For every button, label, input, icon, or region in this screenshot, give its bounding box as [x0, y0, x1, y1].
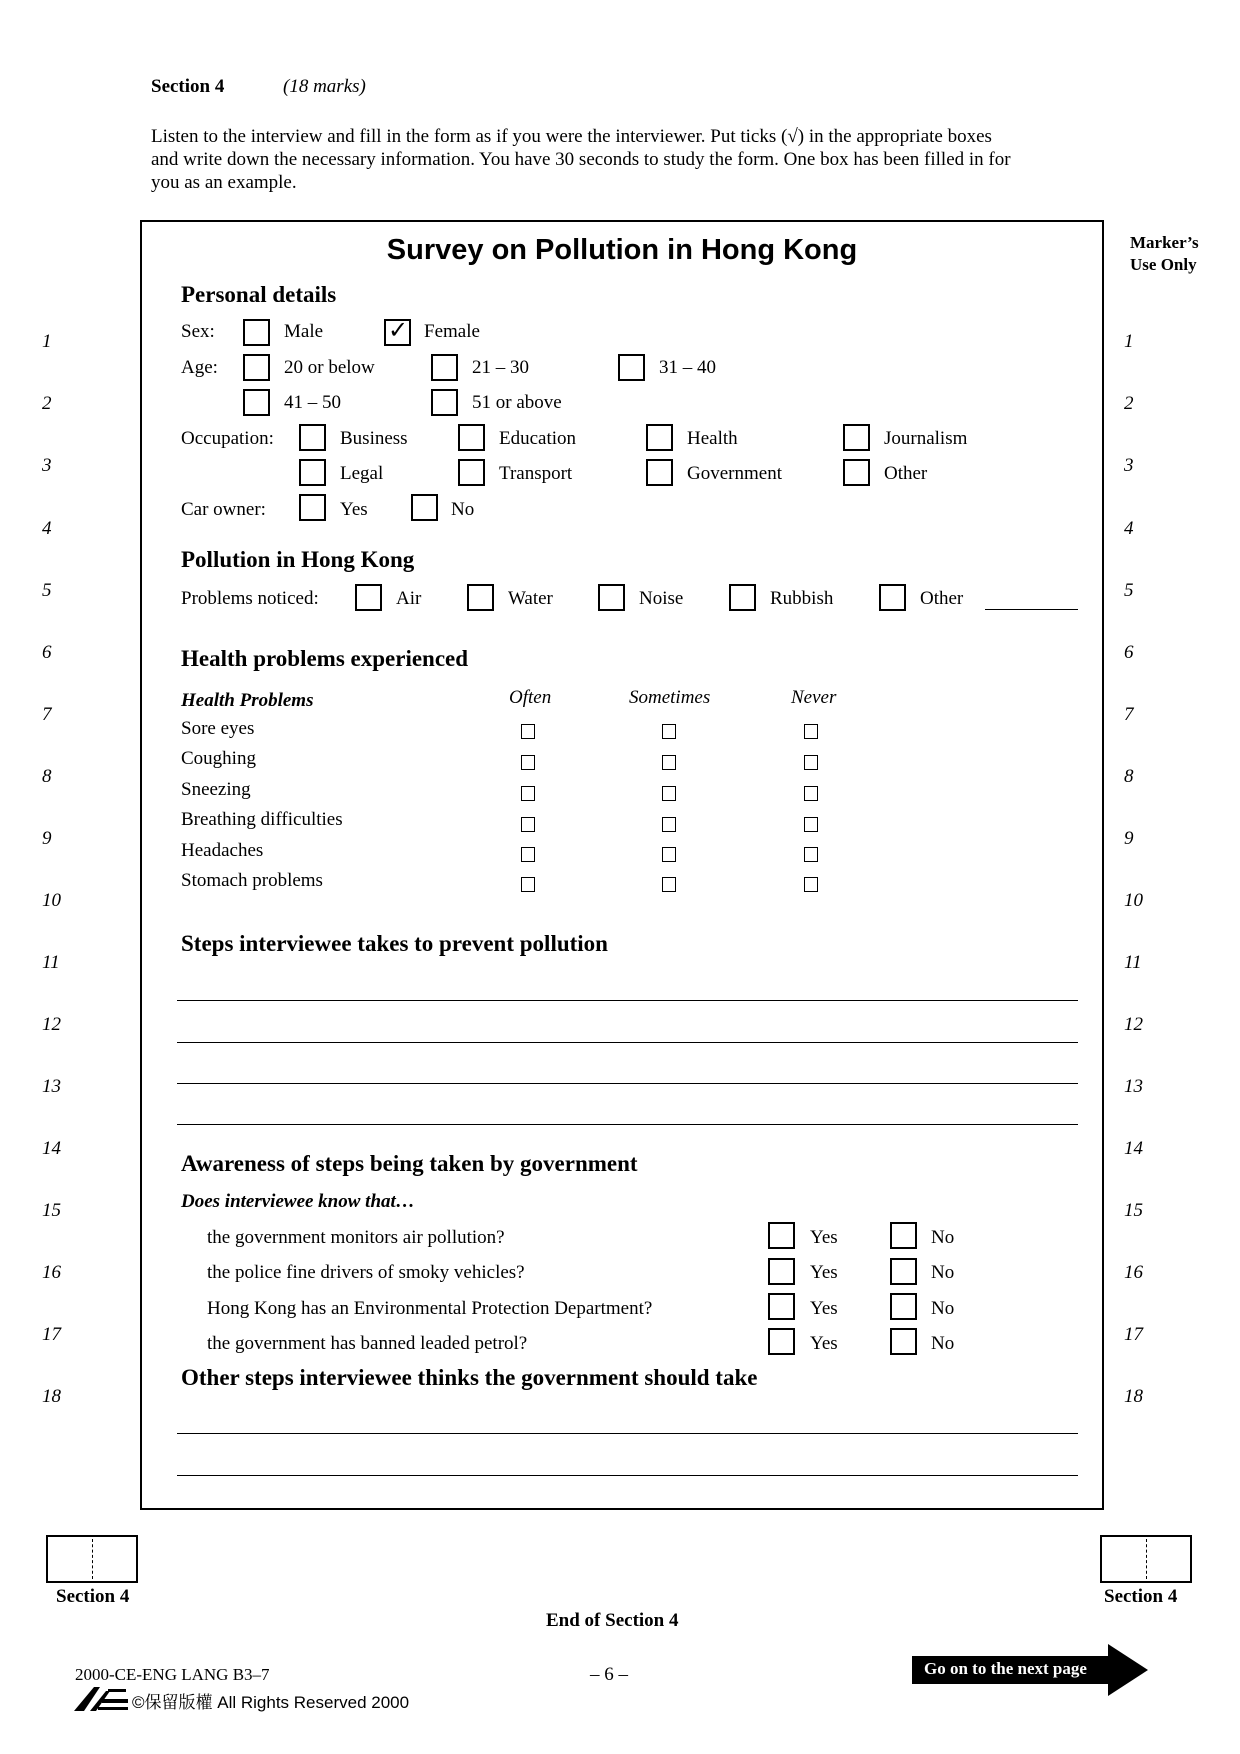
problem-rubbish-checkbox[interactable]: [729, 584, 756, 611]
sneezing-often-checkbox[interactable]: [521, 786, 535, 801]
steps-answer-line[interactable]: [177, 1124, 1078, 1125]
occupation-legal-label: Legal: [340, 463, 384, 484]
yes-label: Yes: [810, 1333, 838, 1354]
margin-number: 8: [42, 766, 52, 787]
left-section-box-label: Section 4: [56, 1586, 130, 1607]
car-owner-yes-label: Yes: [340, 499, 368, 520]
exam-code: 2000-CE-ENG LANG B3–7: [75, 1665, 270, 1684]
margin-number: 11: [1124, 952, 1142, 973]
often-column-header: Often: [509, 687, 552, 708]
occupation-other-checkbox[interactable]: [843, 459, 870, 486]
margin-number: 16: [1124, 1262, 1143, 1283]
question-2-no-checkbox[interactable]: [890, 1258, 917, 1285]
sex-male-checkbox[interactable]: [243, 319, 270, 346]
margin-number: 2: [42, 393, 52, 414]
problem-other-line[interactable]: [985, 609, 1078, 610]
other-steps-answer-line[interactable]: [177, 1475, 1078, 1476]
occupation-journalism-label: Journalism: [884, 428, 968, 449]
yes-label: Yes: [810, 1262, 838, 1283]
headaches-sometimes-checkbox[interactable]: [662, 847, 676, 862]
coughing-often-checkbox[interactable]: [521, 755, 535, 770]
other-steps-heading: Other steps interviewee thinks the government should take: [181, 1365, 758, 1390]
steps-answer-line[interactable]: [177, 1083, 1078, 1084]
margin-number: 15: [1124, 1200, 1143, 1221]
age-41-50-label: 41 – 50: [284, 392, 341, 413]
occupation-health-label: Health: [687, 428, 738, 449]
occupation-transport-label: Transport: [499, 463, 573, 484]
instructions-line-3: you as an example.: [151, 172, 297, 193]
end-of-section: End of Section 4: [546, 1610, 679, 1631]
tick-icon: ✓: [388, 316, 409, 344]
health-problem-label: Stomach problems: [181, 870, 323, 891]
margin-number: 10: [1124, 890, 1143, 911]
problem-air-label: Air: [396, 588, 422, 609]
breathing-sometimes-checkbox[interactable]: [662, 817, 676, 832]
age-label: Age:: [181, 357, 218, 378]
question-3-no-checkbox[interactable]: [890, 1293, 917, 1320]
right-section-box-label: Section 4: [1104, 1586, 1178, 1607]
stomach-sometimes-checkbox[interactable]: [662, 877, 676, 892]
hkea-logo-icon: [72, 1683, 130, 1713]
awareness-question: Hong Kong has an Environmental Protection Department?: [207, 1298, 653, 1319]
score-box-divider: [92, 1539, 93, 1579]
margin-number: 15: [42, 1200, 61, 1221]
pollution-heading: Pollution in Hong Kong: [181, 547, 415, 572]
age-31-40-label: 31 – 40: [659, 357, 716, 378]
margin-number: 18: [1124, 1386, 1143, 1407]
problem-water-checkbox[interactable]: [467, 584, 494, 611]
problem-other-label: Other: [920, 588, 964, 609]
awareness-question: the government monitors air pollution?: [207, 1227, 505, 1248]
occupation-business-checkbox[interactable]: [299, 424, 326, 451]
health-problems-column-header: Health Problems: [181, 690, 314, 711]
margin-number: 14: [42, 1138, 61, 1159]
sneezing-sometimes-checkbox[interactable]: [662, 786, 676, 801]
health-problem-label: Breathing difficulties: [181, 809, 343, 830]
problem-water-label: Water: [508, 588, 553, 609]
coughing-sometimes-checkbox[interactable]: [662, 755, 676, 770]
next-page-button[interactable]: [912, 1644, 1150, 1696]
occupation-education-checkbox[interactable]: [458, 424, 485, 451]
margin-number: 7: [42, 704, 52, 725]
occupation-label: Occupation:: [181, 428, 274, 449]
age-20-or-below-label: 20 or below: [284, 357, 375, 378]
left-section-score-box[interactable]: [46, 1535, 138, 1583]
margin-number: 10: [42, 890, 61, 911]
question-1-no-checkbox[interactable]: [890, 1222, 917, 1249]
question-4-no-checkbox[interactable]: [890, 1328, 917, 1355]
coughing-never-checkbox[interactable]: [804, 755, 818, 770]
sore-eyes-never-checkbox[interactable]: [804, 724, 818, 739]
health-problem-label: Sore eyes: [181, 718, 255, 739]
age-31-40-checkbox[interactable]: [618, 354, 645, 381]
question-2-yes-checkbox[interactable]: [768, 1258, 795, 1285]
section-label: Section 4: [151, 76, 225, 97]
margin-number: 16: [42, 1262, 61, 1283]
health-problem-label: Sneezing: [181, 779, 251, 800]
margin-number: 8: [1124, 766, 1134, 787]
occupation-business-label: Business: [340, 428, 408, 449]
yes-label: Yes: [810, 1298, 838, 1319]
health-problem-label: Coughing: [181, 748, 256, 769]
car-owner-yes-checkbox[interactable]: [299, 494, 326, 521]
margin-number: 17: [42, 1324, 61, 1345]
margin-number: 4: [1124, 518, 1134, 539]
age-21-30-label: 21 – 30: [472, 357, 529, 378]
occupation-transport-checkbox[interactable]: [458, 459, 485, 486]
personal-details-heading: Personal details: [181, 282, 337, 307]
section-marks: (18 marks): [283, 76, 366, 97]
margin-number: 1: [1124, 331, 1134, 352]
markers-use-label-2: Use Only: [1130, 255, 1197, 274]
other-steps-answer-line[interactable]: [177, 1433, 1078, 1434]
margin-number: 12: [42, 1014, 61, 1035]
margin-number: 12: [1124, 1014, 1143, 1035]
sex-label: Sex:: [181, 321, 215, 342]
problem-rubbish-label: Rubbish: [770, 588, 834, 609]
problems-noticed-label: Problems noticed:: [181, 588, 319, 609]
steps-answer-line[interactable]: [177, 1000, 1078, 1001]
margin-number: 5: [42, 580, 52, 601]
sometimes-column-header: Sometimes: [629, 687, 711, 708]
never-column-header: Never: [791, 687, 837, 708]
question-4-yes-checkbox[interactable]: [768, 1328, 795, 1355]
occupation-other-label: Other: [884, 463, 928, 484]
arrow-head-icon: [1108, 1644, 1148, 1696]
margin-number: 13: [42, 1076, 61, 1097]
occupation-government-label: Government: [687, 463, 782, 484]
awareness-subheading: Does interviewee know that…: [181, 1191, 415, 1212]
instructions-line-1: Listen to the interview and fill in the form as if you were the interviewer. Put ticks (√) in the appropriate boxes: [151, 126, 992, 147]
page-number: – 6 –: [590, 1664, 628, 1685]
health-heading: Health problems experienced: [181, 646, 469, 671]
car-owner-no-checkbox[interactable]: [411, 494, 438, 521]
no-label: No: [931, 1262, 955, 1283]
sore-eyes-often-checkbox[interactable]: [521, 724, 535, 739]
margin-number: 11: [42, 952, 60, 973]
margin-number: 4: [42, 518, 52, 539]
age-51-or-above-label: 51 or above: [472, 392, 562, 413]
age-21-30-checkbox[interactable]: [431, 354, 458, 381]
margin-number: 6: [1124, 642, 1134, 663]
margin-number: 1: [42, 331, 52, 352]
no-label: No: [931, 1227, 955, 1248]
margin-number: 6: [42, 642, 52, 663]
question-3-yes-checkbox[interactable]: [768, 1293, 795, 1320]
problem-noise-checkbox[interactable]: [598, 584, 625, 611]
form-title: Survey on Pollution in Hong Kong: [386, 234, 858, 266]
stomach-never-checkbox[interactable]: [804, 877, 818, 892]
awareness-heading: Awareness of steps being taken by government: [181, 1151, 638, 1176]
age-41-50-checkbox[interactable]: [243, 389, 270, 416]
margin-number: 5: [1124, 580, 1134, 601]
margin-number: 3: [1124, 455, 1134, 476]
margin-number: 9: [1124, 828, 1134, 849]
occupation-health-checkbox[interactable]: [646, 424, 673, 451]
problem-air-checkbox[interactable]: [355, 584, 382, 611]
sore-eyes-sometimes-checkbox[interactable]: [662, 724, 676, 739]
no-label: No: [931, 1333, 955, 1354]
headaches-never-checkbox[interactable]: [804, 847, 818, 862]
car-owner-no-label: No: [451, 499, 475, 520]
sex-male-label: Male: [284, 321, 324, 342]
margin-number: 3: [42, 455, 52, 476]
occupation-legal-checkbox[interactable]: [299, 459, 326, 486]
margin-number: 2: [1124, 393, 1134, 414]
occupation-government-checkbox[interactable]: [646, 459, 673, 486]
no-label: No: [931, 1298, 955, 1319]
sneezing-never-checkbox[interactable]: [804, 786, 818, 801]
next-page-label: Go on to the next page: [924, 1659, 1087, 1678]
margin-number: 18: [42, 1386, 61, 1407]
sex-female-checkbox[interactable]: [384, 316, 411, 346]
age-20-or-below-checkbox[interactable]: [243, 354, 270, 381]
sex-female-label: Female: [424, 321, 480, 342]
score-box-divider: [1146, 1539, 1147, 1579]
steps-answer-line[interactable]: [177, 1042, 1078, 1043]
hkea-logo: [72, 1683, 130, 1713]
margin-number: 17: [1124, 1324, 1143, 1345]
awareness-question: the government has banned leaded petrol?: [207, 1333, 528, 1354]
yes-label: Yes: [810, 1227, 838, 1248]
health-problem-label: Headaches: [181, 840, 264, 861]
stomach-often-checkbox[interactable]: [521, 877, 535, 892]
problem-noise-label: Noise: [639, 588, 684, 609]
headaches-often-checkbox[interactable]: [521, 847, 535, 862]
age-51-or-above-checkbox[interactable]: [431, 389, 458, 416]
margin-number: 14: [1124, 1138, 1143, 1159]
copyright-notice: ©保留版權 All Rights Reserved 2000: [132, 1693, 410, 1712]
question-1-yes-checkbox[interactable]: [768, 1222, 795, 1249]
right-section-score-box[interactable]: [1100, 1535, 1192, 1583]
margin-number: 7: [1124, 704, 1134, 725]
occupation-education-label: Education: [499, 428, 577, 449]
car-owner-label: Car owner:: [181, 499, 266, 520]
instructions-line-2: and write down the necessary information. You have 30 seconds to study the form. One box has been filled in for: [151, 149, 1011, 170]
breathing-often-checkbox[interactable]: [521, 817, 535, 832]
occupation-journalism-checkbox[interactable]: [843, 424, 870, 451]
markers-use-label-1: Marker’s: [1130, 233, 1199, 252]
steps-heading: Steps interviewee takes to prevent pollution: [181, 931, 608, 956]
problem-other-checkbox[interactable]: [879, 584, 906, 611]
margin-number: 13: [1124, 1076, 1143, 1097]
awareness-question: the police fine drivers of smoky vehicles?: [207, 1262, 525, 1283]
margin-number: 9: [42, 828, 52, 849]
breathing-never-checkbox[interactable]: [804, 817, 818, 832]
